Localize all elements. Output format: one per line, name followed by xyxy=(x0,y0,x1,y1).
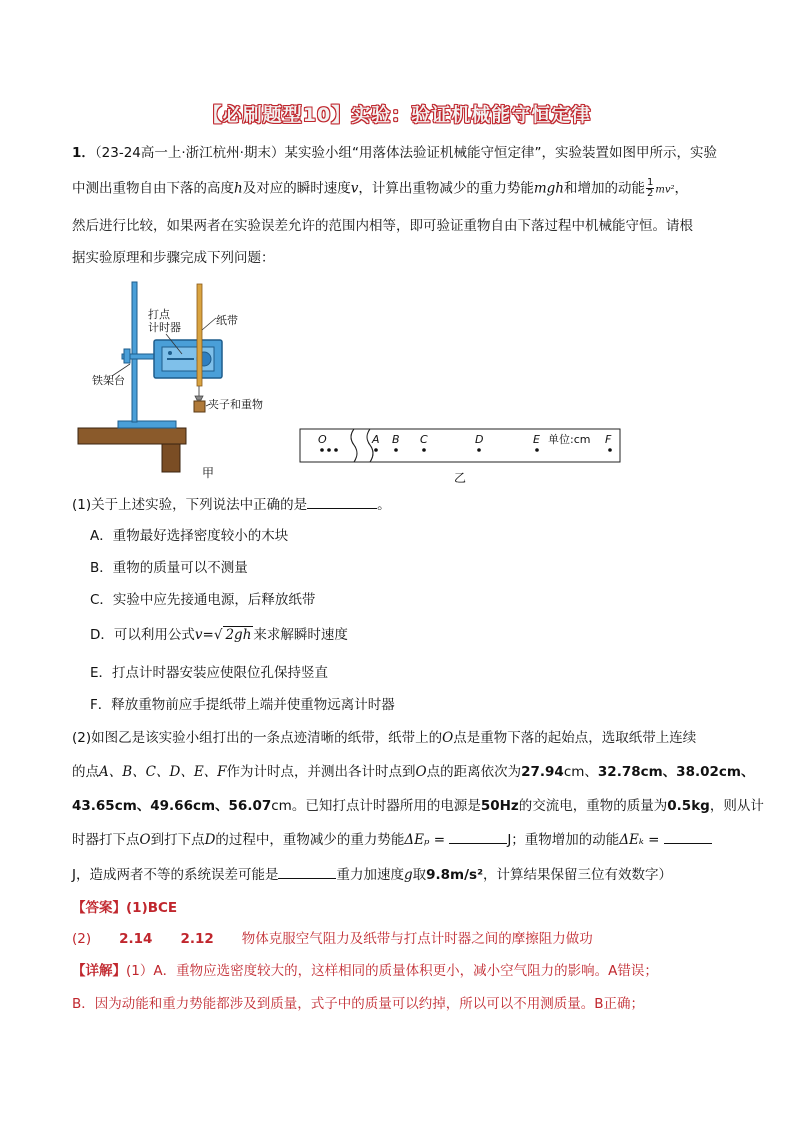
weight-label: 夹子和重物 xyxy=(208,398,263,411)
explain-line-2: B．因为动能和重力势能都涉及到质量，式子中的质量可以约掉，所以可以不用测质量。B正确； xyxy=(72,996,645,1012)
timer-label-2: 计时器 xyxy=(148,321,181,334)
question-1-line-2: 中测出重物自由下落的高度h及对应的瞬时速度v，计算出重物减少的重力势能mgh和增加的动能 $\frac{1}{2}$ mv²， xyxy=(72,177,688,199)
part-1-answer-blank[interactable] xyxy=(307,494,377,509)
explain-line-1: 【详解】(1）A．重物应选密度较大的，这样相同的质量体积更小，减小空气阻力的影响。A错误； xyxy=(72,963,658,979)
answer-kinetic-energy: 2.12 xyxy=(180,931,214,947)
error-reason-blank[interactable] xyxy=(278,864,336,879)
tape-dot-c xyxy=(422,448,426,452)
question-1-line-3: 然后进行比较，如果两者在实验误差允许的范围内相等，即可验证重物自由下落过程中机械能守恒。请根 xyxy=(72,218,693,234)
tape-point-a: A xyxy=(372,433,380,446)
answer-error-reason: 物体克服空气阻力及纸带与打点计时器之间的摩擦阻力做功 xyxy=(241,931,593,947)
stand-base xyxy=(118,421,176,428)
answer-line-2: (2) 2.14 2.12 物体克服空气阻力及纸带与打点计时器之间的摩擦阻力做功 xyxy=(72,931,593,947)
kinetic-energy-blank[interactable] xyxy=(664,829,712,844)
timer-label: 打点 xyxy=(148,308,170,321)
tape-dot-f xyxy=(608,448,612,452)
answer-potential-energy: 2.14 xyxy=(119,931,153,947)
question-number: 1 xyxy=(72,145,82,161)
tape-dot-a xyxy=(374,448,378,452)
stand-label: 铁架台 xyxy=(92,374,125,387)
tape-point-d: D xyxy=(475,433,484,446)
tape-dot-d xyxy=(477,448,481,452)
one-half-fraction: $\frac{1}{2}$ xyxy=(646,177,654,199)
table-top xyxy=(78,428,186,444)
tape-label: 纸带 xyxy=(216,314,238,327)
potential-energy-blank[interactable] xyxy=(449,829,507,844)
figure-caption-b: 乙 xyxy=(454,471,467,485)
question-1-line-1: 1．（23-24高一上·浙江杭州·期末）某实验小组“用落体法验证机械能守恒定律”，实验装置如图甲所示，实验 xyxy=(72,145,717,161)
tape-point-o: O xyxy=(318,433,327,446)
tape-point-b: B xyxy=(392,433,400,446)
option-e: E．打点计时器安装应使限位孔保持竖直 xyxy=(90,665,329,681)
figure-caption-a: 甲 xyxy=(202,466,215,480)
clamp-knob xyxy=(124,349,130,363)
answer-tag: 【答案】 xyxy=(72,900,126,916)
question-1-line-4: 据实验原理和步骤完成下列问题： xyxy=(72,250,275,266)
option-a: A．重物最好选择密度较小的木块 xyxy=(90,528,289,544)
option-b: B．重物的质量可以不测量 xyxy=(90,560,248,576)
tape-dot-b xyxy=(394,448,398,452)
part-2-line-4: 时器打下点O到打下点D的过程中，重物减少的重力势能ΔEₚ = J；重物增加的动能ΔEₖ = xyxy=(72,829,712,850)
tape-dot-e xyxy=(535,448,539,452)
option-c: C．实验中应先接通电源，后释放纸带 xyxy=(90,592,316,608)
tape-figure xyxy=(296,425,626,487)
part-2-line-3: 43.65cm、49.66cm、56.07cm。已知打点计时器所用的电源是50Hz的交流电，重物的质量为0.5kg，则从计 xyxy=(72,798,764,814)
weight-block xyxy=(194,401,205,412)
apparatus-figure xyxy=(72,280,302,480)
option-f: F．释放重物前应手提纸带上端并使重物远离计时器 xyxy=(90,697,395,713)
tape-point-c: C xyxy=(420,433,428,446)
tape-point-e: E xyxy=(533,433,540,446)
option-d: D．可以利用公式v=√ 2gh 来求解瞬时速度 xyxy=(90,627,348,643)
sqrt-2gh: 2gh xyxy=(225,627,252,643)
explain-tag: 【详解】 xyxy=(72,963,126,979)
part-2-line-2: 的点A、B、C、D、E、F作为计时点，并测出各计时点到O点的距离依次为27.94cm、32.78cm、38.02cm、 xyxy=(72,764,755,780)
part-1-stem: (1)关于上述实验，下列说法中正确的是 。 xyxy=(72,494,391,515)
tape-unit: 单位:cm xyxy=(548,433,591,446)
part-2-line-5: J，造成两者不等的系统误差可能是 重力加速度g取9.8m/s²，计算结果保留三位有效数字） xyxy=(72,864,672,885)
part-2-line-1: (2)如图乙是该实验小组打出的一条点迹清晰的纸带，纸带上的O点是重物下落的起始点，选取纸带上连续 xyxy=(72,730,697,746)
stand-rod xyxy=(132,282,137,422)
question-source: （23-24高一上·浙江杭州·期末） xyxy=(94,145,285,161)
answer-line-1: 【答案】(1)BCE xyxy=(72,900,178,916)
page-title: 【必刷题型10】实验：验证机械能守恒定律 xyxy=(202,104,592,126)
paper-tape xyxy=(197,284,202,386)
table-leg xyxy=(162,444,180,472)
tape-point-f: F xyxy=(605,433,612,446)
